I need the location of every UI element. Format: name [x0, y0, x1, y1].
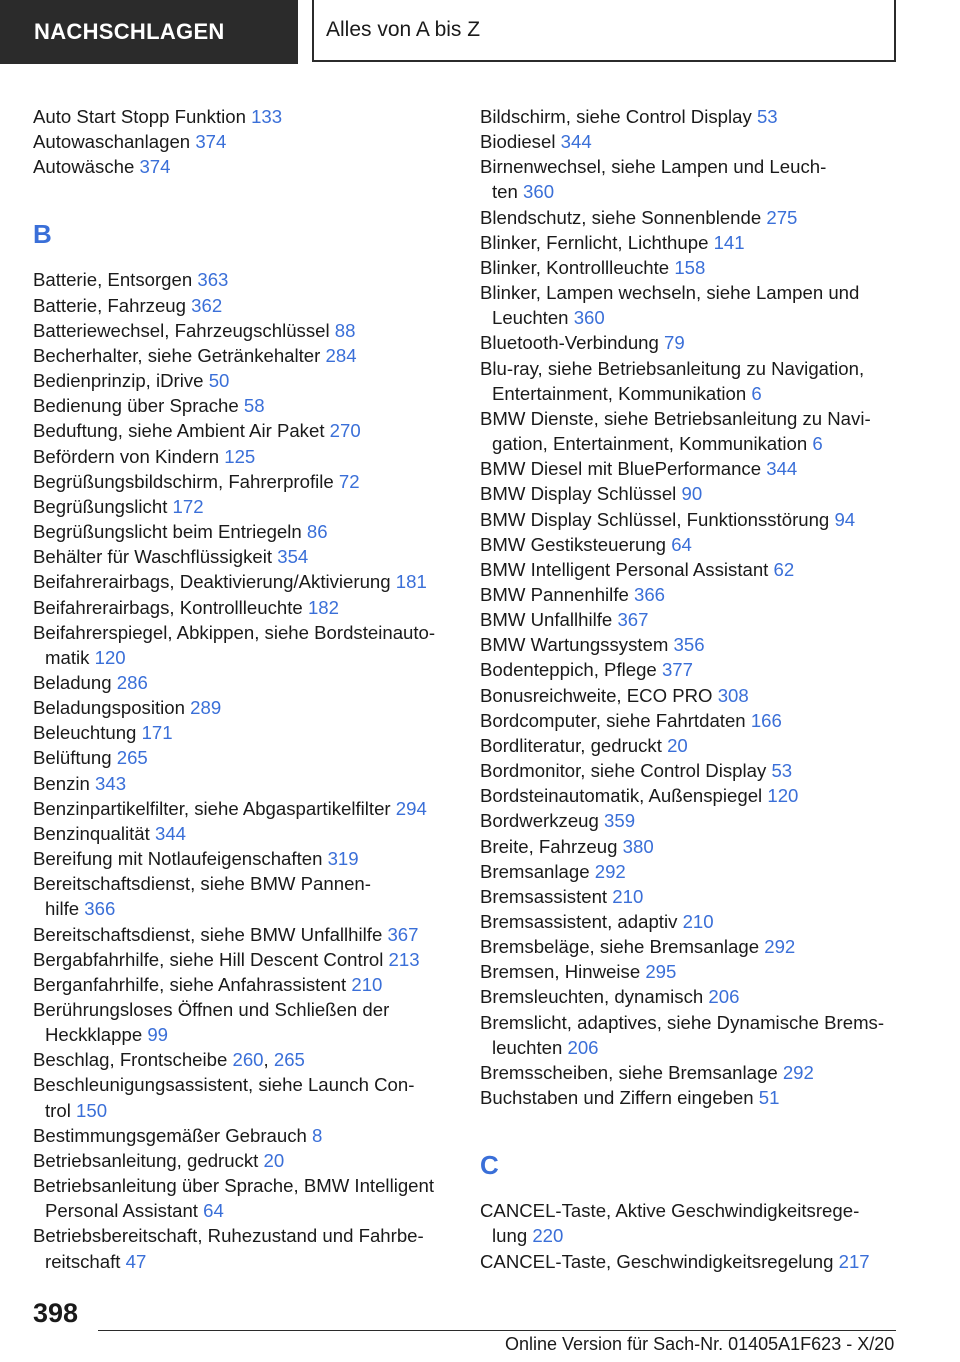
index-entry-text: Bereifung mit Notlaufeigenschaften	[33, 848, 323, 870]
index-entry	[33, 947, 453, 972]
index-entry-text: Leuchten	[492, 307, 569, 329]
index-entry	[480, 1085, 900, 1110]
page-reference-link[interactable]: 210	[612, 885, 644, 907]
index-entry	[480, 582, 900, 607]
page-reference-link[interactable]: 120	[94, 646, 126, 668]
index-entry-text: Bonusreichweite, ECO PRO	[480, 684, 713, 706]
index-entry	[480, 255, 900, 280]
page-reference-link[interactable]: 292	[782, 1061, 814, 1083]
index-entry	[480, 1249, 900, 1274]
index-entry	[480, 758, 900, 783]
index-entry-text: lung	[492, 1225, 528, 1247]
index-entry	[480, 607, 900, 632]
index-entry-text: Blu-ray, siehe Betriebsanleitung zu Navigation,	[480, 357, 865, 379]
letter-spacer	[480, 1110, 900, 1134]
index-entry-text: Behälter für Waschflüssigkeit	[33, 546, 273, 568]
index-entry-text: Beleuchtung	[33, 722, 137, 744]
index-entry	[33, 104, 453, 129]
index-entry-text: hilfe	[45, 898, 80, 920]
index-entry-text: Beduftung, siehe Ambient Air Paket	[33, 420, 325, 442]
index-entry	[480, 330, 900, 355]
index-entry-text: matik	[45, 646, 90, 668]
index-entry-text: Blinker, Kontrollleuchte	[480, 256, 670, 278]
page-reference-link[interactable]: 47	[125, 1250, 147, 1272]
letter-spacer	[33, 179, 453, 203]
index-entry	[33, 871, 453, 921]
index-entry-text: Blinker, Fernlicht, Lichthupe	[480, 231, 709, 253]
index-entry	[480, 1010, 900, 1060]
page-reference-link[interactable]: 64	[203, 1200, 224, 1222]
index-entry-text: Befördern von Kindern	[33, 445, 220, 467]
index-column-right	[480, 104, 900, 1274]
page-reference-link[interactable]: 90	[681, 483, 703, 505]
page-reference-link[interactable]: 380	[622, 835, 654, 857]
index-entry	[33, 469, 453, 494]
page-reference-link[interactable]: 210	[351, 973, 383, 995]
index-entry-text: Beladung	[33, 671, 112, 693]
index-entry-text: Bordcomputer, siehe Fahrtdaten	[480, 709, 746, 731]
page-reference-link[interactable]: 260	[232, 1049, 264, 1071]
index-entry-text: BMW Intelligent Personal Assistant	[480, 558, 769, 580]
index-entry-text: Bremslicht, adaptives, siehe Dynamische Brems-	[480, 1011, 885, 1033]
page-reference-link[interactable]: 367	[387, 923, 419, 945]
page-reference-link[interactable]: 133	[251, 106, 283, 127]
page-reference-link[interactable]: 359	[604, 810, 636, 832]
index-entry-text: BMW Display Schlüssel, Funktionsstörung	[480, 508, 830, 530]
index-entry	[33, 1148, 453, 1173]
index-entry-text: Beladungsposition	[33, 697, 185, 719]
index-entry-text: Bremsassistent, adaptiv	[480, 911, 678, 932]
index-entry	[480, 657, 900, 682]
page-reference-link[interactable]: 319	[327, 848, 359, 870]
page-reference-link[interactable]: 120	[767, 785, 799, 807]
index-entry	[33, 519, 453, 544]
index-entry-text: Benzin	[33, 772, 90, 794]
index-entry-text: Beschleunigungsassistent, siehe Launch Con-	[33, 1074, 415, 1096]
page-reference-link[interactable]: 99	[147, 1024, 169, 1046]
index-entry-text: BMW Diesel mit BluePerformance	[480, 458, 762, 480]
index-entry-text: Bordwerkzeug	[480, 810, 599, 832]
index-entry	[480, 356, 900, 406]
page-reference-link[interactable]: 88	[334, 319, 356, 341]
index-entry-text: Berganfahrhilfe, siehe Anfahrassistent	[33, 973, 347, 995]
index-entry-text: Betriebsanleitung, gedruckt	[33, 1149, 259, 1171]
index-entry	[33, 620, 453, 670]
page-reference-link[interactable]: 182	[307, 596, 339, 618]
index-entry	[480, 406, 900, 456]
page-reference-link[interactable]: 308	[717, 684, 749, 706]
index-entry-text: Entertainment, Kommunikation	[492, 382, 747, 404]
index-entry	[480, 934, 900, 959]
page-reference-link[interactable]: 343	[95, 772, 127, 794]
index-entry	[480, 683, 900, 708]
page-reference-link[interactable]: 360	[523, 181, 555, 203]
page-reference-link[interactable]: 206	[567, 1036, 599, 1058]
index-entry-text: Bergabfahrhilfe, siehe Hill Descent Control	[33, 948, 384, 970]
index-entry-text: Bremsscheiben, siehe Bremsanlage	[480, 1061, 778, 1083]
index-entry-text: gation, Entertainment, Kommunikation	[492, 433, 808, 455]
index-entry-text: Bluetooth-Verbindung	[480, 332, 659, 354]
page-reference-link[interactable]: 295	[645, 961, 677, 983]
index-entry	[33, 670, 453, 695]
page-reference-link[interactable]: 367	[617, 609, 649, 631]
index-entry	[33, 595, 453, 620]
index-entry-text: Bremsbeläge, siehe Bremsanlage	[480, 936, 760, 958]
page-reference-link[interactable]: 51	[758, 1087, 780, 1109]
index-letter-heading: C	[480, 1150, 499, 1181]
index-entry-text: Auto Start Stopp Funktion	[33, 106, 246, 127]
index-entry-text: Heckklappe	[45, 1024, 143, 1046]
index-entry	[480, 834, 900, 859]
index-entry-text: Beifahrerairbags, Deaktivierung/Aktivierung	[33, 571, 391, 593]
page-reference-link[interactable]: 362	[191, 294, 223, 316]
index-entry	[33, 1123, 453, 1148]
index-entry	[480, 1060, 900, 1085]
page-reference-link[interactable]: 8	[312, 1124, 323, 1146]
page-reference-link[interactable]: 366	[634, 583, 666, 605]
index-entry-text: CANCEL-Taste, Geschwindigkeitsregelung	[480, 1250, 834, 1272]
index-entry-text: Bildschirm, siehe Control Display	[480, 106, 752, 127]
page-reference-link[interactable]: 210	[682, 911, 714, 932]
index-entry	[33, 922, 453, 947]
index-entry	[33, 745, 453, 770]
page-reference-link[interactable]: 20	[263, 1149, 285, 1171]
index-entry	[480, 456, 900, 481]
index-entry-text: CANCEL-Taste, Aktive Geschwindigkeitsrege-	[480, 1200, 860, 1222]
index-entry	[33, 267, 453, 292]
index-entry	[33, 318, 453, 343]
index-entry	[480, 1198, 900, 1248]
index-entry	[33, 569, 453, 594]
footer-divider	[98, 1330, 896, 1331]
index-entry-text: Bedienung über Sprache	[33, 395, 239, 417]
index-entry-text: BMW Dienste, siehe Betriebsanleitung zu Navi-	[480, 407, 871, 429]
index-entry	[480, 859, 900, 884]
index-entry-text: Beschlag, Frontscheibe	[33, 1049, 228, 1071]
page-reference-link[interactable]: 344	[154, 822, 187, 844]
page-reference-link[interactable]: 141	[713, 231, 745, 253]
index-entry	[33, 293, 453, 318]
index-entry	[33, 154, 453, 179]
page-reference-link[interactable]: 6	[751, 382, 762, 404]
index-entry	[33, 368, 453, 393]
index-entry	[33, 997, 453, 1047]
index-entry-text: Autowaschanlagen	[33, 131, 191, 153]
index-entry-text: Bedienprinzip, iDrive	[33, 370, 204, 392]
index-entry-text: Benzinpartikelfilter, siehe Abgaspartikelfilter	[33, 797, 391, 819]
index-entry-text: Bestimmungsgemäßer Gebrauch	[33, 1124, 307, 1146]
page-reference-link[interactable]: 217	[838, 1250, 870, 1272]
index-entry-text: Bodenteppich, Pflege	[480, 659, 657, 681]
index-entry	[480, 557, 900, 582]
page-reference-link[interactable]: 275	[766, 206, 798, 228]
index-entry-text: Begrüßungsbildschirm, Fahrerprofile	[33, 470, 334, 492]
index-entry-text: trol	[45, 1099, 71, 1121]
page-reference-link[interactable]: 220	[532, 1225, 564, 1247]
page-reference-link[interactable]: 58	[243, 395, 265, 417]
page-reference-link[interactable]: 172	[172, 495, 204, 517]
index-entry	[480, 507, 900, 532]
page-reference-link[interactable]: 286	[116, 671, 148, 693]
index-entry-text: Beifahrerairbags, Kontrollleuchte	[33, 596, 303, 618]
index-entry-text: Breite, Fahrzeug	[480, 835, 618, 857]
page-reference-link[interactable]: 206	[708, 986, 740, 1008]
page-reference-link[interactable]: 366	[84, 898, 116, 920]
index-entry-text: Bremsanlage	[480, 860, 590, 882]
page-reference-link[interactable]: 374	[195, 131, 227, 153]
index-entry-text: Batterie, Fahrzeug	[33, 294, 186, 316]
index-entry-text: Personal Assistant	[45, 1200, 198, 1222]
page-reference-link[interactable]: 150	[76, 1099, 108, 1121]
index-entry	[480, 909, 900, 934]
page-reference-link[interactable]: 270	[329, 420, 361, 442]
index-entry	[480, 808, 900, 833]
page-reference-link[interactable]: 94	[834, 508, 856, 530]
index-entry	[480, 884, 900, 909]
index-entry	[33, 129, 453, 154]
index-entry-text: ten	[492, 181, 518, 203]
index-entry	[480, 532, 900, 557]
index-entry-text: Autowäsche	[33, 156, 135, 178]
index-entry-text: Belüftung	[33, 747, 112, 769]
index-entry	[33, 796, 453, 821]
index-entry	[33, 393, 453, 418]
page-reference-link[interactable]: 265	[273, 1049, 305, 1071]
index-entry-text: BMW Unfallhilfe	[480, 609, 613, 631]
page-reference-link[interactable]: 86	[306, 521, 328, 543]
index-entry	[33, 972, 453, 997]
index-entry-text: Bremsen, Hinweise	[480, 961, 641, 983]
index-entry	[33, 444, 453, 469]
index-entry	[33, 720, 453, 745]
page-header	[0, 0, 960, 66]
index-entry	[480, 783, 900, 808]
index-entry-text: Biodiesel	[480, 131, 556, 153]
page-reference-link[interactable]: 356	[673, 634, 705, 656]
index-entry	[33, 343, 453, 368]
page-reference-link[interactable]: 292	[594, 860, 626, 882]
index-entry	[480, 280, 900, 330]
index-entry: Beschlag, Frontscheibe 260, 265	[33, 1049, 305, 1071]
index-entry	[33, 418, 453, 443]
index-entry-text: Batterie, Entsorgen	[33, 269, 193, 291]
index-entry-text: Bordliteratur, gedruckt	[480, 734, 662, 756]
page-reference-link[interactable]: 374	[139, 156, 171, 178]
index-entry-text: Beifahrerspiegel, Abkippen, siehe Bordsteinauto-	[33, 621, 436, 643]
page-reference-link[interactable]: 64	[671, 533, 692, 555]
index-entry	[33, 544, 453, 569]
index-entry-text: BMW Pannenhilfe	[480, 583, 629, 605]
page-reference-link[interactable]: 284	[325, 344, 357, 366]
index-entry-text: Bremsassistent	[480, 885, 608, 907]
index-entry-text: Betriebsanleitung über Sprache, BMW Intelligent	[33, 1175, 435, 1197]
page-reference-link[interactable]: 363	[197, 269, 229, 291]
index-entry	[33, 1173, 453, 1223]
section-tab: NACHSCHLAGEN	[0, 0, 298, 64]
index-entry	[480, 129, 900, 154]
index-entry-text: Blinker, Lampen wechseln, siehe Lampen und	[480, 282, 860, 304]
page-reference-link[interactable]: 292	[764, 936, 796, 958]
page-reference-link[interactable]: 20	[667, 734, 688, 756]
page-number: 398	[33, 1298, 79, 1328]
index-entry-text: Birnenwechsel, siehe Lampen und Leuch-	[480, 156, 827, 178]
index-entry-text: BMW Gestiksteuerung	[480, 533, 667, 555]
index-entry-text: BMW Wartungssystem	[480, 634, 669, 656]
index-entry-text: BMW Display Schlüssel	[480, 483, 677, 505]
index-letter-heading: B	[33, 219, 52, 250]
index-entry	[480, 481, 900, 506]
index-entry-text: Bereitschaftsdienst, siehe BMW Pannen-	[33, 873, 371, 895]
index-entry	[480, 205, 900, 230]
index-entry-text: Betriebsbereitschaft, Ruhezustand und Fahrbe-	[33, 1225, 424, 1247]
index-entry	[33, 1072, 453, 1122]
page-reference-link[interactable]: 166	[750, 709, 782, 731]
index-entry-text: Bremsleuchten, dynamisch	[480, 986, 704, 1008]
page-reference-link[interactable]: 158	[674, 256, 706, 278]
index-entry-text: Blendschutz, siehe Sonnenblende	[480, 206, 762, 228]
page-reference-link[interactable]: 50	[208, 370, 230, 392]
index-entry-text: Becherhalter, siehe Getränkehalter	[33, 344, 321, 366]
index-entry	[33, 695, 453, 720]
index-entry-text: Begrüßungslicht	[33, 495, 168, 517]
page-reference-link[interactable]: 344	[766, 458, 798, 480]
page-reference-link[interactable]: 125	[224, 445, 256, 467]
index-entry	[33, 771, 453, 796]
index-entry	[33, 821, 453, 846]
index-entry	[33, 846, 453, 871]
page-reference-link[interactable]: 289	[190, 697, 222, 719]
index-entry	[480, 733, 900, 758]
index-entry	[480, 104, 900, 129]
page-reference-link[interactable]: 344	[560, 131, 592, 153]
index-entry-text: Benzinqualität	[33, 822, 150, 844]
index-entry-text: leuchten	[492, 1036, 563, 1058]
index-entry	[480, 230, 900, 255]
page-reference-link[interactable]: 213	[388, 948, 420, 970]
page-reference-link[interactable]: 360	[573, 307, 605, 329]
index-entry	[33, 1223, 453, 1273]
index-entry-text: Begrüßungslicht beim Entriegeln	[33, 521, 302, 543]
index-entry-text: reitschaft	[45, 1250, 121, 1272]
online-version-note: Online Version für Sach-Nr. 01405A1F623 - X/20	[505, 1334, 895, 1354]
page-reference-link[interactable]: 377	[661, 659, 693, 681]
index-entry	[480, 154, 900, 204]
page-reference-link[interactable]: 53	[756, 106, 778, 127]
index-entry	[480, 959, 900, 984]
index-entry-text: Buchstaben und Ziffern eingeben	[480, 1087, 754, 1109]
page-reference-link[interactable]: 294	[395, 797, 427, 819]
index-entry-text: Bordsteinautomatik, Außenspiegel	[480, 785, 763, 807]
page-reference-link[interactable]: 72	[338, 470, 360, 492]
page-reference-link[interactable]: 265	[116, 747, 148, 769]
index-entry	[33, 494, 453, 519]
page-reference-link[interactable]: 6	[812, 433, 823, 455]
index-entry-text: Bereitschaftsdienst, siehe BMW Unfallhilfe	[33, 923, 383, 945]
page-reference-link[interactable]: 79	[664, 332, 685, 354]
index-entry	[480, 984, 900, 1009]
page-reference-link[interactable]: 354	[277, 546, 309, 568]
index-entry	[480, 632, 900, 657]
page-reference-link[interactable]: 53	[771, 760, 793, 782]
index-column-left	[33, 104, 453, 1274]
chapter-title: Alles von A bis Z	[312, 0, 896, 62]
index-entry-text: Batteriewechsel, Fahrzeugschlüssel	[33, 319, 330, 341]
page-reference-link[interactable]: 181	[395, 571, 427, 593]
index-entry	[480, 708, 900, 733]
index-entry-text: Berührungsloses Öffnen und Schließen der	[33, 999, 390, 1020]
index-entry-text: Bordmonitor, siehe Control Display	[480, 760, 767, 782]
page-reference-link[interactable]: 62	[773, 558, 795, 580]
page-reference-link[interactable]: 171	[141, 722, 173, 744]
